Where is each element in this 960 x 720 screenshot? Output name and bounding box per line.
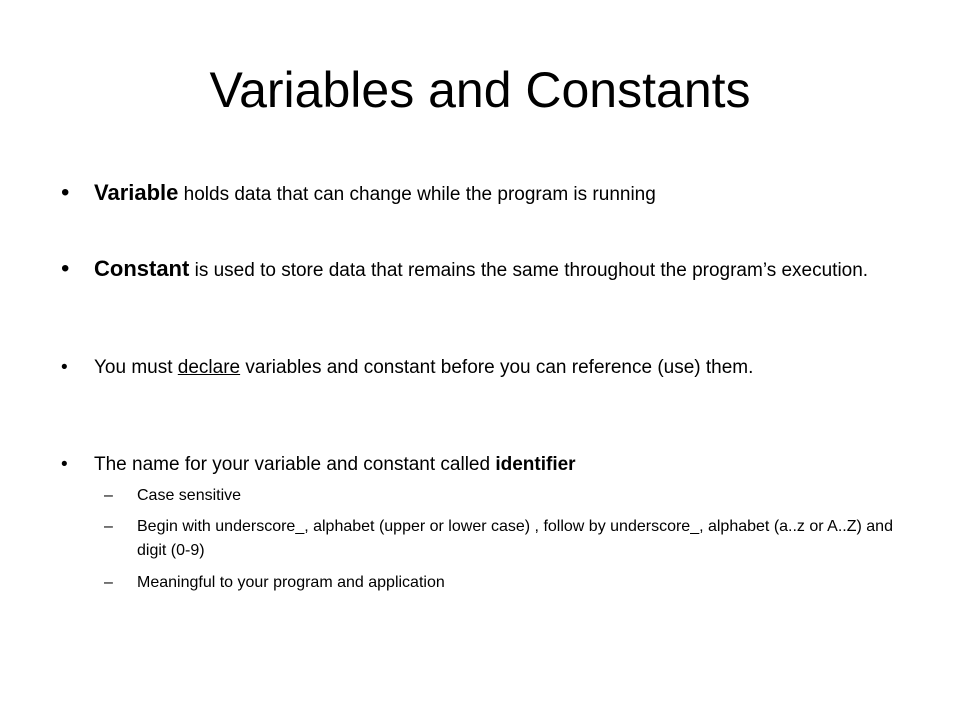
sub-item-text: Begin with underscore_, alphabet (upper or lower case) , follow by underscore_, alphabet (a..z or A..Z) and digit (0-9) (137, 518, 893, 559)
sub-item-text: Meaningful to your program and application (137, 574, 445, 591)
bullet-text-bold: identifier (495, 454, 576, 475)
bullet-icon: • (61, 454, 68, 475)
dash-icon: – (104, 518, 113, 535)
dash-icon: – (104, 487, 113, 504)
bullet-term: Constant (94, 256, 190, 281)
bullet-icon: • (61, 179, 70, 206)
slide-title: Variables and Constants (209, 62, 751, 118)
bullet-text-pre: You must (94, 357, 178, 378)
bullet-item-declare (61, 354, 894, 381)
bullet-text: is used to store data that remains the same throughout the program’s execution. (189, 260, 869, 281)
sub-item (104, 515, 907, 563)
bullet-term: Variable (94, 180, 179, 205)
bullet-text-underlined: declare (177, 357, 241, 378)
sub-item-text: Case sensitive (137, 487, 242, 504)
bullet-text-post: variables and constant before you can reference (use) them. (240, 357, 754, 378)
sub-item (104, 571, 907, 595)
bullet-item-variable (61, 179, 894, 208)
bullet-item-identifier (61, 451, 894, 478)
bullet-icon: • (61, 255, 70, 282)
bullet-text-pre: The name for your variable and constant called (94, 454, 496, 475)
dash-icon: – (104, 574, 113, 591)
sub-item (104, 484, 907, 508)
bullet-icon: • (61, 357, 68, 378)
bullet-text: holds data that can change while the program is running (178, 184, 656, 205)
bullet-item-constant (61, 255, 894, 284)
